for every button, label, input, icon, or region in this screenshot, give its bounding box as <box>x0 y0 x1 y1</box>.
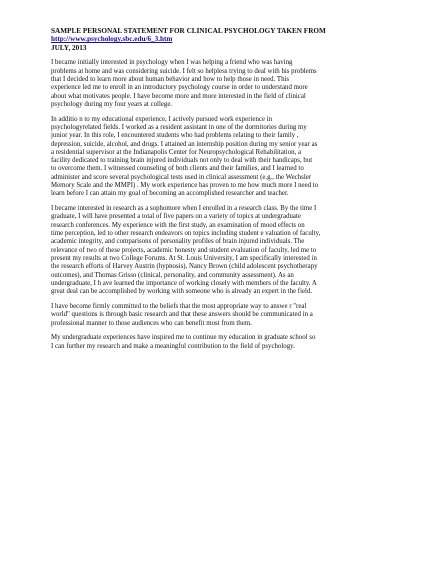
text-line: psychologyrelated fields. I worked as a resident assistant in one of the dormitories during my <box>51 123 307 131</box>
text-line: junior year. In this role, I encountered students who had problems relating to their family , <box>51 132 299 140</box>
text-line: graduate, I will have presented a total of five papers on a variety of topics at undergraduate <box>51 213 301 221</box>
text-line: present my results at two College Forums. At St. Louis University, I am specifically interested in <box>51 254 317 262</box>
text-line: I became initially interested in psychology when I was helping a friend who was having <box>51 59 293 67</box>
text-line: that I decided to learn more about human behavior and how to help those in need. This <box>51 76 290 83</box>
text-line: problems at home and was considering suicide. I felt so helpless trying to deal with his problems <box>51 67 317 75</box>
paragraph-beliefs <box>51 303 384 328</box>
text-line: administer and score several psychological tests used in clinical assessment (e.g., the Wechsler <box>51 173 312 181</box>
text-line: academic integrity, and comparisons of personality profiles of brain injured individuals. The <box>51 238 305 246</box>
text-line: In additio n to my educational experience, I actively pursued work experience in <box>51 115 273 123</box>
text-line: facility dedicated to training brain injured individuals not only to deal with their handicaps, but <box>51 157 313 165</box>
text-line: My undergraduate experiences have inspired me to continue my education in graduate school so <box>51 334 316 342</box>
text-line: about what motivates people. I have become more and more interested in the field of clinical <box>51 92 306 100</box>
text-line: I became interested in research as a sophomore when I enrolled in a research class. By the time I <box>51 205 317 213</box>
text-line: learn before I can attain my goal of becoming an accomplished researcher and teacher. <box>51 190 289 198</box>
text-line: a residential supervisor at the Indianapolis Center for Neuropsychological Rehabilitation, a <box>51 148 302 156</box>
text-line: great deal can be accomplished by working with someone who is already an expert in the field. <box>51 288 313 296</box>
text-line: experience led me to enroll in an introductory psychology course in order to understand more <box>51 84 308 92</box>
text-line: to overcome them. I witnessed counseling of both clients and their families, and I learned to <box>51 165 304 173</box>
paragraph-interest-origin <box>51 59 384 109</box>
text-line: psychology during my four years at college. <box>51 100 173 108</box>
text-line: depression, suicide, alcohol, and drugs. I attained an internship position during my senior year as <box>51 140 318 148</box>
document-title: SAMPLE PERSONAL STATEMENT FOR CLINICAL PSYCHOLOGY TAKEN FROM <box>51 27 326 35</box>
text-line: world" questions is through basic research and that these answers should be communicated in a <box>51 311 313 319</box>
text-line: research conferences. My experience with the first study, an examination of mood effects on <box>51 221 305 229</box>
text-line: I have become firmly committed to the beliefs that the most appropriate way to answe r "real <box>51 302 307 310</box>
text-line: outcomes), and Thomas Grisso (clinical, personality, and community assessment). As an <box>51 271 294 279</box>
text-line: professional manner to those audiences who can benefit most from them. <box>51 319 252 327</box>
text-line: time perception, led to other research endeavors on topics including student e valuation of faculty, <box>51 230 321 238</box>
paragraph-conclusion <box>51 334 384 351</box>
text-line: undergraduate, I h ave learned the importance of working closely with members of the faculty. A <box>51 279 317 287</box>
paragraph-research <box>51 205 384 296</box>
paragraph-work-experience <box>51 116 384 199</box>
text-line: relevance of two of these projects, academic honesty and student evaluation of faculty, led me to <box>51 246 317 254</box>
text-line: I can further my research and make a meaningful contribution to the field of psychology. <box>51 342 295 350</box>
text-line: Memory Scale and the MMPI) . My work experience has proven to me how much more I need to <box>51 182 319 190</box>
document-date: JULY, 2013 <box>51 43 87 52</box>
text-line: the research efforts of Harvey Austrin (hypnosis), Nancy Brown (child adolescent psychotherapy <box>51 263 318 271</box>
source-link[interactable]: http://www.psychology.sbc.edu/6_3.htm <box>51 35 173 44</box>
